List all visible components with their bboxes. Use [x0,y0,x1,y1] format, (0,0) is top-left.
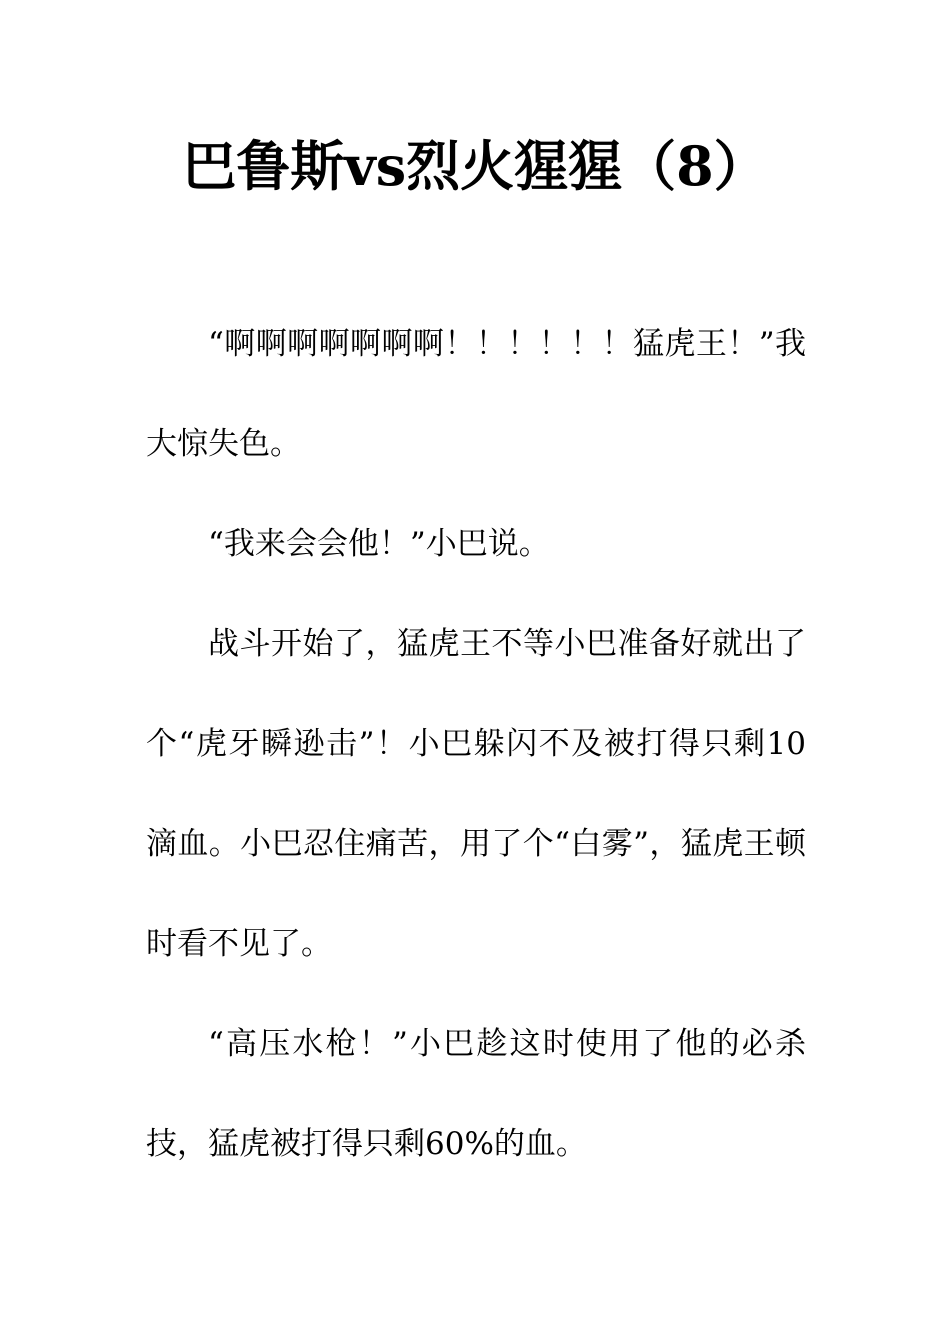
document-title: 巴鲁斯vs烈火猩猩（8） [182,134,768,198]
paragraph: 战斗开始了，猛虎王不等小巴准备好就出了个“虎牙瞬逊击”！小巴躲闪不及被打得只剩10滴血。小巴忍住痛苦，用了个“白雾”，猛虎王顿时看不见了。 [146,626,806,962]
paragraph: “啊啊啊啊啊啊啊！！！！！！猛虎王！”我大惊失色。 [146,326,806,462]
paragraph: “高压水枪！”小巴趁这时使用了他的必杀技，猛虎被打得只剩60%的血。 [146,1026,806,1162]
document-body [146,294,806,1194]
paragraph: “我来会会他！”小巴说。 [208,526,550,562]
